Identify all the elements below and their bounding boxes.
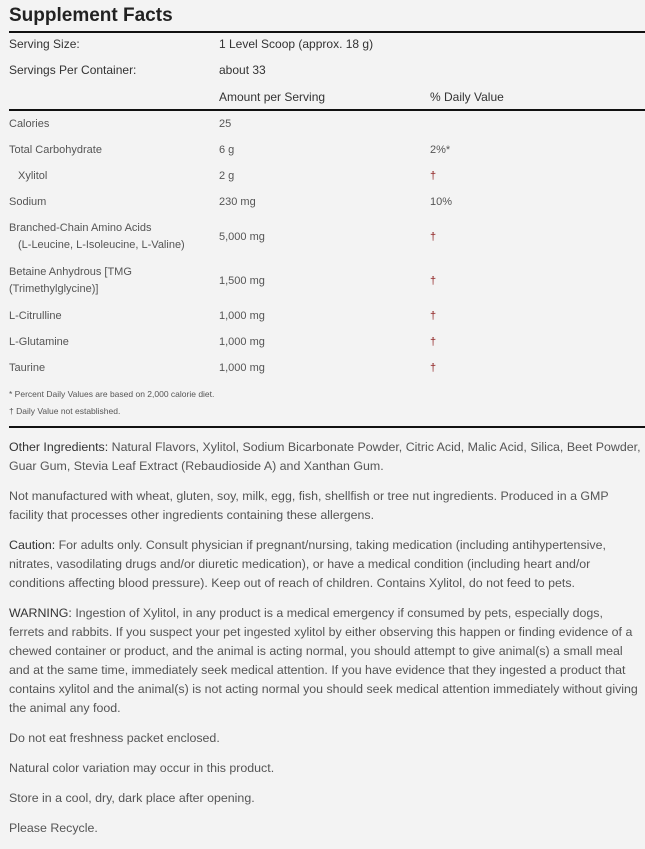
nutrient-subname: (L-Leucine, L-Isoleucine, L-Valine) (18, 239, 185, 251)
serving-size-value: 1 Level Scoop (approx. 18 g) (219, 37, 374, 51)
caution-label: Caution: (9, 538, 56, 552)
nutrient-amount: 1,000 mg (219, 336, 265, 348)
divider (9, 426, 645, 428)
nutrient-amount: 25 (219, 118, 232, 130)
nutrient-dv: † (430, 170, 437, 182)
amount-header: Amount per Serving (219, 90, 326, 104)
nutrient-amount: 1,500 mg (219, 275, 265, 287)
nutrient-dv: † (430, 275, 437, 287)
storage-note: Store in a cool, dry, dark place after opening. (9, 791, 255, 805)
nutrient-name: Calories (9, 118, 50, 130)
nutrient-name: L-Citrulline (9, 310, 62, 322)
nutrient-subname: (Trimethylglycine)] (9, 283, 99, 295)
nutrient-dv: † (430, 231, 437, 243)
nutrient-amount: 230 mg (219, 196, 256, 208)
caution: Caution: For adults only. Consult physician if pregnant/nursing, taking medication (including antihypertensive, nitrates, vasodilating drugs and/or diuretic medication), or have a medical condition (including heart and/or conditions affecting blood pressure). Keep out of reach of children. Contains Xylitol, do not feed to pets. (9, 538, 606, 590)
nutrient-amount: 1,000 mg (219, 362, 265, 374)
nutrient-name: Betaine Anhydrous [TMG (9, 266, 132, 278)
freshness-note: Do not eat freshness packet enclosed. (9, 731, 220, 745)
other-ingredients: Other Ingredients: Natural Flavors, Xylitol, Sodium Bicarbonate Powder, Citric Acid, Malic Acid, Silica, Beet Powder, Guar Gum, Stevia Leaf Extract (Rebaudioside A) and Xanthan Gum. (9, 440, 641, 473)
nutrient-dv: † (430, 336, 437, 348)
dv-header: % Daily Value (430, 90, 504, 104)
nutrient-dv: † (430, 362, 437, 374)
nutrient-amount: 2 g (219, 170, 235, 182)
nutrient-name: Xylitol (18, 170, 48, 182)
divider (9, 109, 645, 111)
nutrient-amount: 5,000 mg (219, 231, 265, 243)
nutrient-dv: 10% (430, 196, 453, 208)
nutrient-name: L-Glutamine (9, 336, 69, 348)
color-note: Natural color variation may occur in this product. (9, 761, 275, 775)
nutrient-name: Total Carbohydrate (9, 144, 102, 156)
serving-size-label: Serving Size: (9, 37, 80, 51)
nutrient-amount: 6 g (219, 144, 235, 156)
nutrient-dv: † (430, 310, 437, 322)
nutrient-name: Branched-Chain Amino Acids (9, 222, 152, 234)
nutrient-name: Taurine (9, 362, 46, 374)
footnote: * Percent Daily Values are based on 2,000 calorie diet. (9, 389, 215, 399)
warning: WARNING: Ingestion of Xylitol, in any product is a medical emergency if consumed by pets, especially dogs, ferrets and rabbits. If you suspect your pet ingested xylitol by either observing this happen or finding evidence of a chewed container or product, and the animal is acting normal, you should attempt to give animal(s) a small meal and at the same time, immediately seek medical attention. If you have evidence that they ingested a product that contains xylitol and the animal(s) is not acting normal you should seek medical attention immediately without giving the animal any food. (9, 606, 638, 715)
recycle-note: Please Recycle. (9, 821, 98, 835)
footnote: † Daily Value not established. (9, 406, 121, 416)
servings-per-container-value: about 33 (219, 63, 266, 77)
nutrient-name: Sodium (9, 196, 47, 208)
product-info (9, 438, 641, 849)
nutrient-dv: 2%* (430, 144, 451, 156)
warning-label: WARNING: (9, 606, 72, 620)
nutrient-amount: 1,000 mg (219, 310, 265, 322)
other-ingredients-label: Other Ingredients: (9, 440, 109, 454)
page-title: Supplement Facts (9, 5, 173, 26)
divider (9, 31, 645, 33)
servings-per-container-label: Servings Per Container: (9, 63, 137, 77)
allergen-statement: Not manufactured with wheat, gluten, soy, milk, egg, fish, shellfish or tree nut ingredients. Produced in a GMP facility that processes other ingredients containing these allergens. (9, 489, 609, 522)
